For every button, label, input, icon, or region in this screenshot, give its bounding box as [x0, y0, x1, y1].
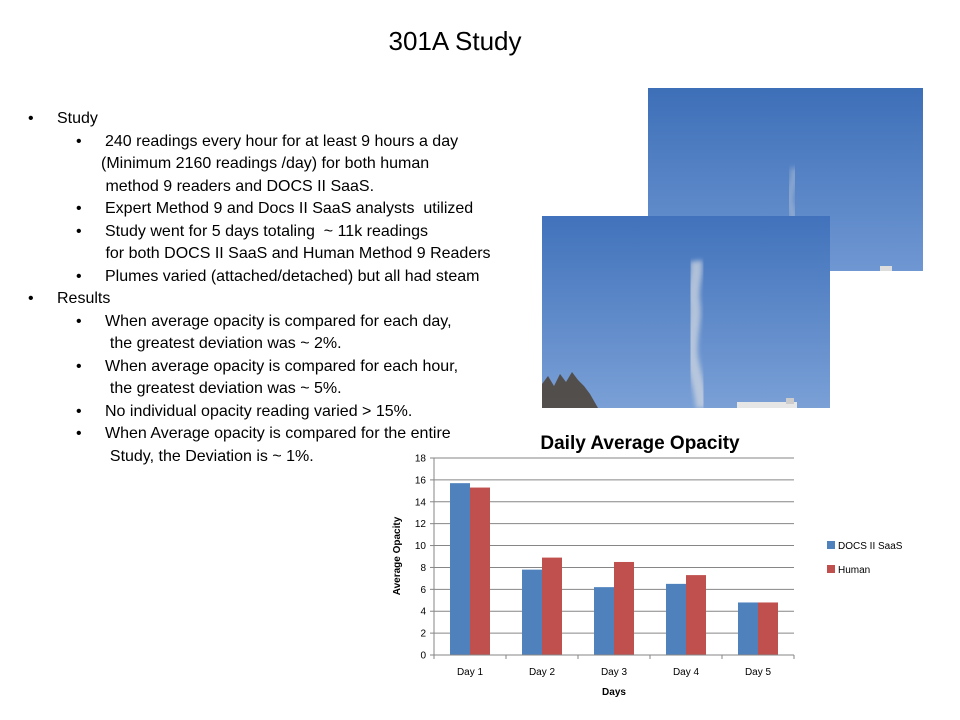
sub-bullet-line: • When average opacity is compared for each day, — [105, 312, 452, 330]
sub-bullet — [28, 311, 528, 356]
bar-docs-ii-saas-day-2 — [522, 570, 542, 655]
bar-human-day-5 — [758, 602, 778, 655]
x-tick-label: Day 4 — [672, 667, 700, 678]
sub-bullet-line: • Expert Method 9 and Docs II SaaS analysts utilized — [105, 200, 474, 217]
sub-bullet-line: Study, the Deviation is ~ 1%. — [101, 447, 314, 465]
bullet-results: • Results — [28, 288, 528, 311]
bar-docs-ii-saas-day-1 — [450, 483, 470, 655]
y-tick-label: 4 — [420, 606, 426, 618]
legend-swatch — [827, 541, 835, 549]
legend-swatch — [827, 565, 835, 573]
bar-docs-ii-saas-day-4 — [666, 584, 686, 655]
bullet-list — [28, 108, 528, 468]
y-tick-label: 18 — [414, 453, 426, 465]
sub-bullet — [28, 221, 528, 266]
y-tick-label: 12 — [414, 519, 426, 531]
x-tick-label: Day 1 — [456, 667, 484, 678]
x-tick-label: Day 5 — [744, 667, 772, 678]
sub-bullet-line: • When Average opacity is compared for the entire — [105, 425, 451, 442]
sub-bullet — [28, 198, 528, 221]
sub-bullet-line: the greatest deviation was ~ 5%. — [101, 380, 342, 397]
sub-bullet-line: method 9 readers and DOCS II SaaS. — [101, 177, 375, 195]
y-tick-label: 8 — [420, 562, 426, 574]
legend-label: Human — [838, 565, 871, 576]
bar-chart — [380, 426, 920, 706]
bullet-study: • Study — [28, 108, 528, 131]
y-axis-label: Average Opacity — [392, 516, 403, 596]
bar-docs-ii-saas-day-5 — [738, 602, 758, 655]
legend-label: DOCS II SaaS — [838, 541, 903, 552]
sub-bullet-line: the greatest deviation was ~ 2%. — [101, 335, 342, 352]
sub-bullet — [28, 356, 528, 401]
y-tick-label: 2 — [420, 628, 426, 640]
bar-human-day-3 — [614, 562, 634, 655]
sub-bullet — [28, 131, 528, 199]
slide-title: 301A Study — [388, 26, 522, 56]
sub-bullet-line: • Plumes varied (attached/detached) but all had steam — [105, 267, 480, 285]
chart-bars — [450, 483, 778, 655]
chart-x-axis — [434, 655, 794, 678]
x-tick-label: Day 2 — [528, 667, 556, 678]
bar-docs-ii-saas-day-3 — [594, 587, 614, 655]
chart-legend — [827, 541, 903, 576]
sub-bullet-line: • 240 readings every hour for at least 9 hours a day — [105, 132, 459, 150]
sub-bullet — [28, 401, 528, 424]
x-axis-label: Days — [602, 687, 626, 698]
sub-bullet — [28, 266, 528, 289]
y-tick-label: 0 — [420, 650, 426, 662]
x-tick-label: Day 3 — [600, 667, 628, 678]
sub-bullet-line: • No individual opacity reading varied > 15%. — [105, 402, 413, 420]
bar-human-day-1 — [470, 488, 490, 655]
chart-title: Daily Average Opacity — [540, 433, 740, 454]
y-tick-label: 6 — [420, 584, 426, 596]
y-tick-label: 10 — [414, 541, 426, 553]
sub-bullet-line: for both DOCS II SaaS and Human Method 9 Readers — [101, 245, 491, 262]
sub-bullet-line: (Minimum 2160 readings /day) for both human — [101, 155, 430, 172]
bar-human-day-4 — [686, 575, 706, 655]
y-tick-label: 14 — [414, 497, 426, 509]
sub-bullet-line: • Study went for 5 days totaling ~ 11k readings — [105, 222, 429, 240]
bar-human-day-2 — [542, 558, 562, 655]
sub-bullet-line: • When average opacity is compared for each hour, — [105, 357, 459, 375]
smokestack-photo-front — [542, 216, 830, 408]
y-tick-label: 16 — [414, 475, 426, 487]
